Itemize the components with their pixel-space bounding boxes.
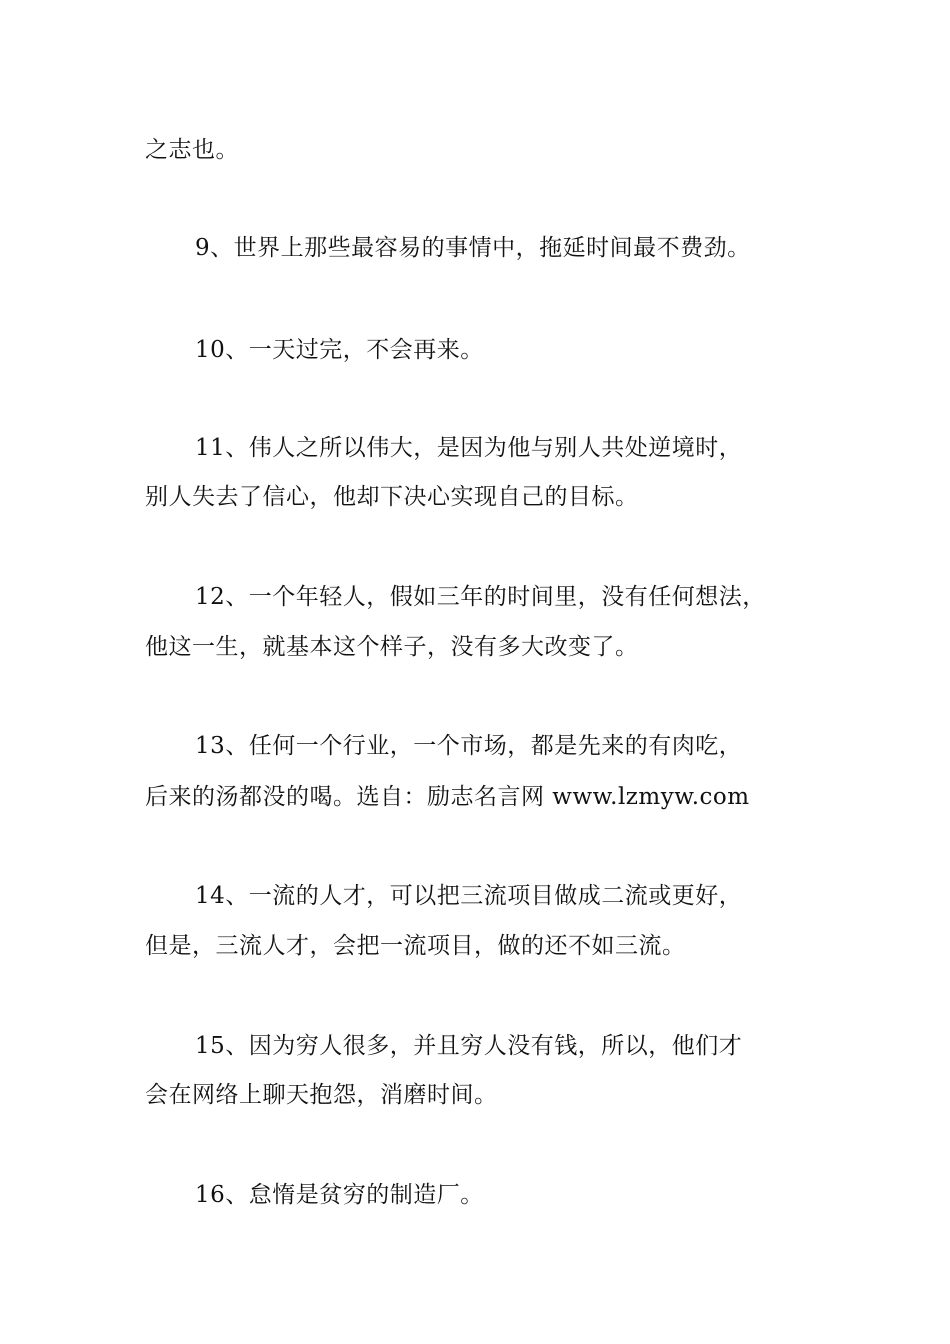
quote-15-line-1: 15、因为穷人很多，并且穷人没有钱，所以，他们才: [195, 1033, 743, 1059]
paragraph-continuation-line: 之志也。: [145, 137, 239, 163]
quote-12-line-2: 他这一生，就基本这个样子，没有多大改变了。: [145, 634, 639, 660]
quote-14-line-2: 但是，三流人才，会把一流项目，做的还不如三流。: [145, 933, 686, 959]
quote-11-line-2: 别人失去了信心，他却下决心实现自己的目标。: [145, 484, 639, 510]
quote-13-line-2: 后来的汤都没的喝。选自：励志名言网 www.lzmyw.com: [145, 784, 750, 810]
quote-9-line-1: 9、世界上那些最容易的事情中，拖延时间最不费劲。: [195, 235, 751, 261]
quote-13-line-1: 13、任何一个行业，一个市场，都是先来的有肉吃，: [195, 733, 743, 759]
quote-10-line-1: 10、一天过完，不会再来。: [195, 337, 484, 363]
quote-12-line-1: 12、一个年轻人，假如三年的时间里，没有任何想法，: [195, 584, 766, 610]
quote-16-line-1: 16、怠惰是贫穷的制造厂。: [195, 1182, 484, 1208]
quote-14-line-1: 14、一流的人才，可以把三流项目做成二流或更好，: [195, 883, 743, 909]
quote-15-line-2: 会在网络上聊天抱怨，消磨时间。: [145, 1082, 498, 1108]
quote-11-line-1: 11、伟人之所以伟大，是因为他与别人共处逆境时，: [195, 435, 743, 461]
